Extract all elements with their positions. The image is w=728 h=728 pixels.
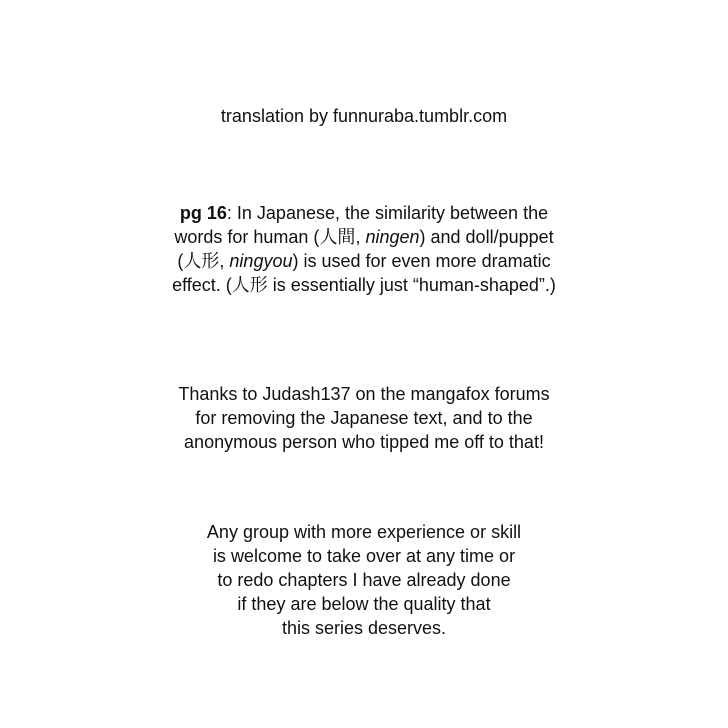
credit-line: translation by funnuraba.tumblr.com: [220, 106, 508, 126]
offer-line: is welcome to take over at any time or: [212, 546, 516, 566]
translation-note: [0, 201, 728, 297]
offer-line: if they are below the quality that: [237, 594, 491, 614]
kanji-ningyou-2: 人形: [231, 275, 268, 295]
kanji-ningen: 人間: [319, 227, 356, 247]
thanks-line: anonymous person who tipped me off to that!: [184, 432, 544, 452]
note-line-3: [0, 249, 728, 273]
offer-line: this series deserves.: [281, 618, 447, 638]
offer-line: Any group with more experience or skill: [206, 522, 522, 542]
note-line-2-pre: words for human (: [174, 227, 320, 247]
thanks-line: Thanks to Judash137 on the mangafox forums: [178, 384, 550, 404]
term-ningen: ningen: [365, 227, 420, 247]
page-label: pg 16: [179, 203, 227, 223]
note-line-2-post: ) and doll/puppet: [419, 227, 554, 247]
note-line-2-sep: ,: [355, 227, 366, 247]
translation-credit: [0, 104, 728, 128]
offer-line: to redo chapters I have already done: [217, 570, 511, 590]
kanji-ningyou: 人形: [183, 251, 220, 271]
term-ningyou: ningyou: [229, 251, 293, 271]
note-line-1-text: : In Japanese, the similarity between the: [226, 203, 549, 223]
note-line-4-pre: effect. (: [172, 275, 232, 295]
thanks-line: for removing the Japanese text, and to the: [195, 408, 533, 428]
note-line-2: [0, 225, 728, 249]
note-line-3-sep: ,: [219, 251, 230, 271]
takeover-paragraph: [0, 520, 728, 640]
note-line-4-post: is essentially just “human-shaped”.): [267, 275, 556, 295]
note-line-1: [0, 201, 728, 225]
note-line-3-post: ) is used for even more dramatic: [292, 251, 551, 271]
note-line-3-pre: (: [177, 251, 184, 271]
note-line-4: [0, 273, 728, 297]
thanks-paragraph: [0, 382, 728, 454]
